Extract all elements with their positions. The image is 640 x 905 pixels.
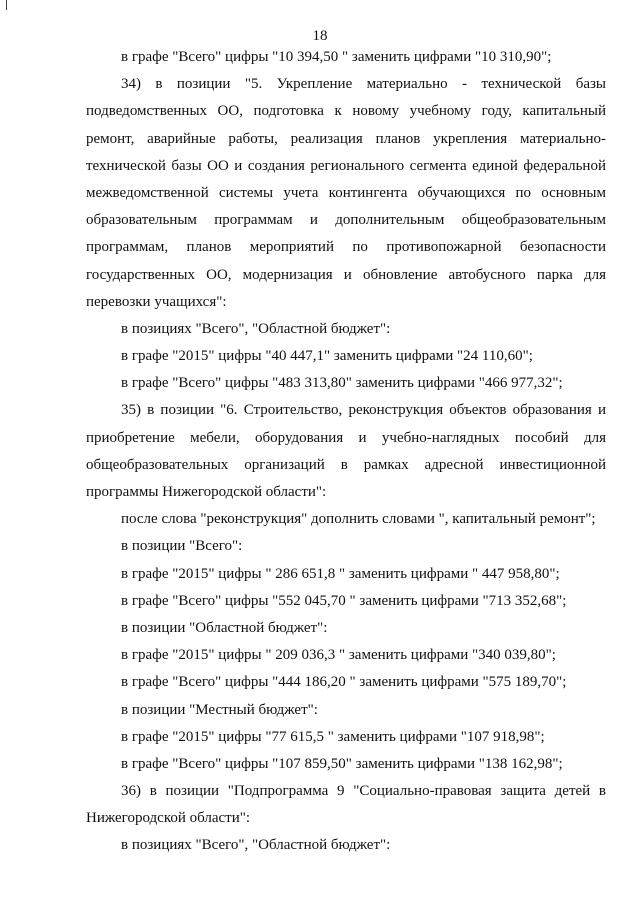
text-line: ремонт, аварийные работы, реализация планов укрепления материально- xyxy=(86,130,606,147)
text-line: в графе "2015" цифры " 286 651,8 " заменить цифрами " 447 958,80"; xyxy=(121,565,560,582)
text-line: в графе "2015" цифры " 209 036,3 " заменить цифрами "340 039,80"; xyxy=(121,647,556,664)
page-number: 18 xyxy=(312,28,328,44)
text-line: приобретение мебели, оборудования и учебно-наглядных пособий для xyxy=(86,429,606,446)
text-line: Нижегородской области": xyxy=(86,810,251,827)
text-line: в позиции "Областной бюджет": xyxy=(121,619,328,636)
text-line: в позиции "Местный бюджет": xyxy=(121,701,318,718)
document-body xyxy=(86,44,606,860)
scan-edge-mark xyxy=(6,0,7,10)
text-line: программам, планов мероприятий по противопожарной безопасности xyxy=(86,239,606,256)
text-line: в графе "2015" цифры "40 447,1" заменить цифрами "24 110,60"; xyxy=(121,348,533,365)
text-line: в позициях "Всего", "Областной бюджет": xyxy=(121,320,391,337)
text-line: государственных ОО, модернизация и обновление автобусного парка для xyxy=(86,266,606,283)
text-line: межведомственной системы учета контингента обучающихся по основным xyxy=(86,184,606,201)
text-line: в позициях "Всего", "Областной бюджет": xyxy=(121,837,391,854)
text-line: перевозки учащихся": xyxy=(86,293,227,310)
text-line: после слова "реконструкция" дополнить словами ", капитальный ремонт"; xyxy=(121,511,596,528)
text-line: общеобразовательных организаций в рамках адресной инвестиционной xyxy=(86,456,606,473)
text-line: в позиции "Всего": xyxy=(121,538,243,555)
text-line: в графе "Всего" цифры "444 186,20 " заменить цифрами "575 189,70"; xyxy=(121,674,567,691)
text-line: в графе "Всего" цифры "483 313,80" заменить цифрами "466 977,32"; xyxy=(121,375,563,392)
text-line: образовательным программам и дополнительным общеобразовательным xyxy=(86,212,606,229)
text-line: в графе "Всего" цифры "107 859,50" заменить цифрами "138 162,98"; xyxy=(121,755,563,772)
text-line: в графе "Всего" цифры "552 045,70 " заменить цифрами "713 352,68"; xyxy=(121,592,567,609)
text-line: в графе "2015" цифры "77 615,5 " заменить цифрами "107 918,98"; xyxy=(121,728,545,745)
text-line: в графе "Всего" цифры "10 394,50 " заменить цифрами "10 310,90"; xyxy=(121,49,552,65)
text-line: 36) в позиции "Подпрограмма 9 "Социально-правовая защита детей в xyxy=(121,783,606,800)
text-line: 34) в позиции "5. Укрепление материально - технической базы xyxy=(121,76,606,93)
text-line: 35) в позиции "6. Строительство, реконструкция объектов образования и xyxy=(121,402,606,419)
text-line: технической базы ОО и создания регионального сегмента единой федеральной xyxy=(86,157,606,174)
text-line: программы Нижегородской области": xyxy=(86,484,327,500)
text-line: подведомственных ОО, подготовка к новому учебному году, капитальный xyxy=(86,103,606,120)
